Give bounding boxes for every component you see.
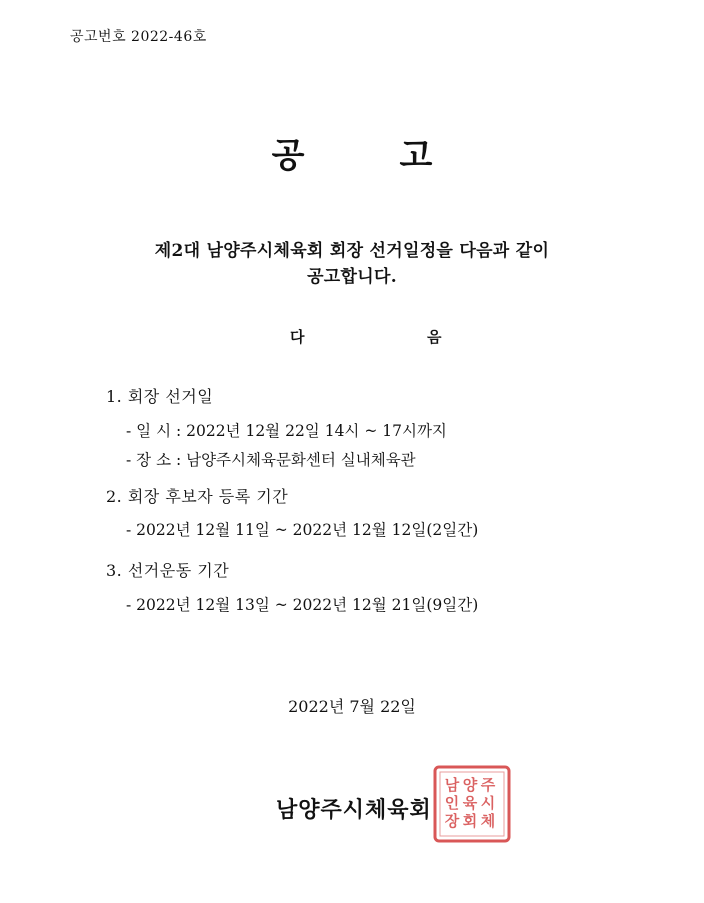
svg-text:인: 인: [444, 794, 460, 812]
official-seal-stamp: [432, 764, 512, 844]
notice-number: 공고번호 2022-46호: [70, 29, 207, 45]
da-eum-right: 음: [427, 328, 442, 346]
section-1-datetime: - 일 시 : 2022년 12월 22일 14시 ~ 17시까지: [126, 422, 447, 440]
section-3-period: - 2022년 12월 13일 ~ 2022년 12월 21일(9일간): [126, 596, 479, 614]
document-title: [0, 128, 704, 177]
organization-name: 남양주시체육회: [276, 797, 432, 823]
intro-text-line-1: 제2대 남양주시체육회 회장 선거일정을 다음과 같이: [154, 241, 550, 261]
svg-text:남: 남: [444, 776, 460, 794]
svg-text:시: 시: [480, 794, 496, 812]
svg-text:회: 회: [462, 812, 478, 830]
section-1-heading: 1. 회장 선거일: [106, 387, 214, 406]
section-2-heading: 2. 회장 후보자 등록 기간: [106, 487, 289, 506]
svg-text:체: 체: [480, 812, 496, 830]
section-2-period: - 2022년 12월 11일 ~ 2022년 12월 12일(2일간): [126, 521, 479, 539]
title-char-1: 공: [271, 136, 305, 176]
svg-text:장: 장: [444, 812, 460, 830]
svg-text:양: 양: [462, 776, 478, 794]
section-1-venue: - 장 소 : 남양주시체육문화센터 실내체육관: [126, 451, 416, 469]
intro-text-line-2: 공고합니다.: [307, 267, 397, 287]
svg-text:육: 육: [462, 794, 478, 812]
title-char-2: 고: [399, 136, 433, 176]
da-eum-left: 다: [290, 328, 305, 346]
issue-date: 2022년 7월 22일: [288, 697, 416, 716]
svg-text:주: 주: [480, 776, 496, 794]
section-3-heading: 3. 선거운동 기간: [106, 561, 230, 580]
